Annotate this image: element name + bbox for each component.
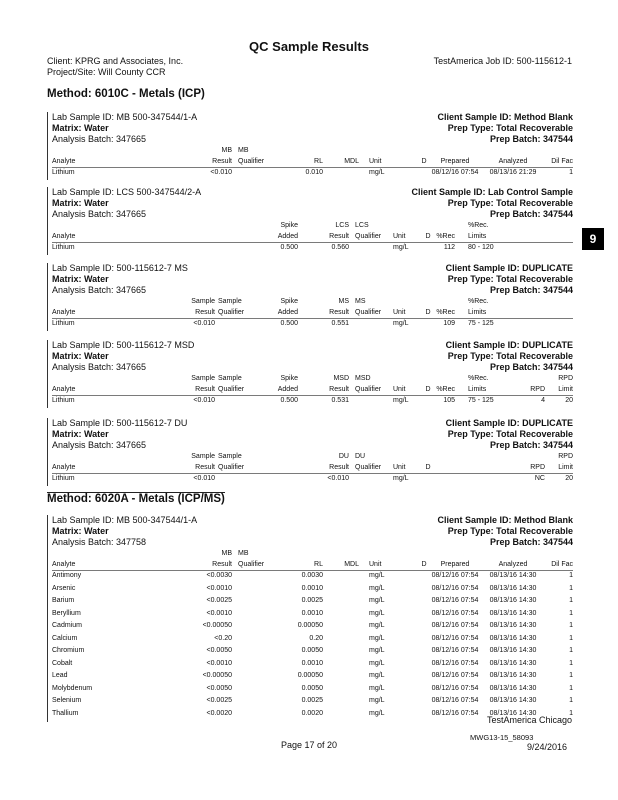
table-cell: 0.500 (280, 397, 298, 404)
column-header: Analyzed (498, 158, 528, 165)
column-header: Result (212, 561, 232, 568)
report-date: 9/24/2016 (526, 742, 567, 752)
column-header: Sample (218, 298, 242, 305)
column-header: Qualifier (238, 158, 265, 165)
table-cell: <0.0025 (206, 597, 232, 604)
change-bar (47, 112, 48, 180)
table-cell: 08/12/16 07:54 (431, 609, 479, 617)
matrix: Matrix: Water (52, 123, 109, 133)
table-cell: 0.551 (331, 320, 349, 327)
column-header: Prepared (440, 561, 470, 568)
column-header: Result (195, 309, 215, 316)
table-cell: 08/13/16 14:30 (489, 634, 537, 642)
column-header: Limits (468, 386, 487, 393)
column-header: LCS (335, 222, 349, 229)
analysis-batch: Analysis Batch: 347665 (52, 440, 147, 450)
column-header: MB (221, 550, 232, 557)
table-cell: Cadmium (52, 622, 82, 629)
client-sample-id: Client Sample ID: DUPLICATE (445, 418, 573, 428)
table-cell: 08/13/16 14:30 (489, 622, 537, 629)
table-cell: NC (534, 475, 545, 482)
table-cell: 4 (541, 397, 545, 404)
column-header: Result (329, 309, 349, 316)
table-cell: Thallium (52, 709, 79, 717)
table-cell: 08/13/16 21:29 (489, 169, 537, 176)
column-header: %Rec. (468, 222, 489, 229)
matrix: Matrix: Water (52, 274, 109, 284)
column-header: Result (195, 386, 215, 393)
table-cell: 1 (569, 634, 573, 642)
column-header: Sample (191, 375, 215, 382)
table-cell: 1 (569, 622, 573, 629)
table-cell: <0.010 (210, 169, 232, 176)
table-cell: mg/L (369, 609, 385, 617)
table-cell: 0.20 (309, 634, 323, 642)
change-bar (47, 515, 48, 722)
table-cell: 08/13/16 14:30 (489, 659, 537, 667)
column-header: MSD (333, 375, 349, 382)
table-cell: 0.0050 (301, 647, 323, 654)
prep-type: Prep Type: Total Recoverable (447, 429, 573, 439)
column-header: Analyte (52, 464, 76, 471)
table-cell: Molybdenum (52, 684, 93, 692)
change-bar (47, 418, 48, 486)
table-cell: Calcium (52, 634, 78, 642)
table-cell: 75 - 125 (468, 397, 494, 404)
table-cell: <0.0010 (206, 584, 232, 592)
table-cell: mg/L (369, 169, 385, 176)
table-cell: 0.500 (280, 244, 298, 251)
client-sample-id: Client Sample ID: Method Blank (437, 515, 573, 525)
table-cell: 1 (569, 647, 573, 654)
header-divider (52, 395, 573, 396)
table-cell: <0.010 (327, 475, 349, 482)
analysis-batch: Analysis Batch: 347665 (52, 134, 147, 144)
project-site: Project/Site: Will County CCR (47, 67, 166, 77)
column-header: Qualifier (218, 464, 245, 471)
table-cell: 08/13/16 14:30 (489, 697, 537, 704)
table-cell: 08/13/16 14:30 (489, 709, 537, 717)
table-cell: 08/12/16 07:54 (431, 597, 479, 604)
table-cell: <0.00050 (202, 672, 232, 679)
table-cell: mg/L (369, 597, 385, 604)
prep-batch: Prep Batch: 347544 (489, 285, 573, 295)
table-cell: 08/12/16 07:54 (431, 169, 479, 176)
column-header: Limits (468, 233, 487, 240)
table-cell: Arsenic (52, 584, 76, 592)
column-header: Limit (558, 386, 573, 393)
table-cell: Lithium (52, 244, 75, 251)
page-title: QC Sample Results (249, 39, 369, 54)
header-divider (52, 473, 573, 474)
table-cell: mg/L (393, 397, 409, 404)
column-header: Sample (191, 453, 215, 460)
matrix: Matrix: Water (52, 429, 109, 439)
table-cell: <0.20 (214, 634, 232, 642)
table-cell: 1 (569, 697, 573, 704)
column-header: Analyte (52, 386, 76, 393)
column-header: %Rec. (468, 298, 489, 305)
table-cell: 0.00050 (297, 672, 323, 679)
table-cell: 0.560 (331, 244, 349, 251)
table-cell: <0.0010 (206, 659, 232, 667)
header-divider (52, 167, 573, 168)
table-cell: 08/13/16 14:30 (489, 647, 537, 654)
table-cell: mg/L (369, 647, 385, 654)
column-header: MS (338, 298, 349, 305)
column-header: Qualifier (355, 464, 382, 471)
change-bar (47, 187, 48, 255)
table-cell: <0.010 (193, 475, 215, 482)
column-header: Analyte (52, 158, 76, 165)
column-header: MS (355, 298, 366, 305)
table-cell: 08/12/16 07:54 (431, 584, 479, 592)
table-cell: 0.010 (305, 169, 323, 176)
column-header: Analyte (52, 309, 76, 316)
column-header: RPD (558, 375, 573, 382)
table-cell: 08/12/16 07:54 (431, 659, 479, 667)
table-cell: Selenium (52, 697, 82, 704)
table-cell: 105 (443, 397, 455, 404)
column-header: Analyte (52, 561, 76, 568)
table-cell: 0.0010 (301, 584, 323, 592)
column-header: Limits (468, 309, 487, 316)
table-cell: 0.0010 (301, 659, 323, 667)
prep-type: Prep Type: Total Recoverable (447, 351, 573, 361)
table-cell: mg/L (369, 697, 385, 704)
column-header: Sample (218, 375, 242, 382)
table-cell: mg/L (369, 634, 385, 642)
column-header: MB (238, 147, 249, 154)
table-cell: mg/L (369, 659, 385, 667)
table-cell: 80 - 120 (468, 244, 494, 251)
column-header: Result (329, 464, 349, 471)
table-cell: Lead (52, 672, 68, 679)
table-cell: 08/12/16 07:54 (431, 697, 479, 704)
table-cell: 1 (569, 709, 573, 717)
table-cell: <0.0050 (206, 684, 232, 692)
table-cell: <0.010 (193, 397, 215, 404)
prep-type: Prep Type: Total Recoverable (447, 123, 573, 133)
table-cell: mg/L (369, 672, 385, 679)
document-code: MWG13-15_58093 (470, 733, 534, 742)
change-bar (47, 263, 48, 331)
column-header: Analyte (52, 233, 76, 240)
column-header: MB (238, 550, 249, 557)
table-cell: 08/12/16 07:54 (431, 684, 479, 692)
column-header: Dil Fac (551, 561, 573, 568)
column-header: Result (329, 386, 349, 393)
table-cell: mg/L (369, 709, 385, 717)
column-header: Spike (280, 298, 298, 305)
table-cell: <0.00050 (202, 622, 232, 629)
table-cell: 1 (569, 169, 573, 176)
prep-type: Prep Type: Total Recoverable (447, 274, 573, 284)
column-header: Qualifier (355, 309, 382, 316)
table-cell: Chromium (52, 647, 85, 654)
table-cell: <0.0030 (206, 572, 232, 579)
column-header: Unit (369, 158, 382, 165)
prep-batch: Prep Batch: 347544 (489, 209, 573, 219)
table-cell: 20 (565, 475, 573, 482)
section-tab[interactable]: 9 (582, 228, 604, 250)
table-cell: Cobalt (52, 659, 73, 667)
table-cell: <0.0010 (206, 609, 232, 617)
table-cell: 0.0010 (301, 609, 323, 617)
table-cell: 0.0020 (301, 709, 323, 717)
column-header: Limit (558, 464, 573, 471)
column-header: D (421, 158, 427, 165)
table-cell: 0.00050 (297, 622, 323, 629)
prep-batch: Prep Batch: 347544 (489, 537, 573, 547)
column-header: DU (338, 453, 349, 460)
column-header: MB (221, 147, 232, 154)
column-header: D (425, 386, 431, 393)
table-cell: Barium (52, 597, 75, 604)
prep-batch: Prep Batch: 347544 (489, 440, 573, 450)
column-header: RL (314, 561, 323, 568)
column-header: Qualifier (238, 561, 265, 568)
column-header: Unit (393, 464, 406, 471)
table-cell: 0.531 (331, 397, 349, 404)
prep-batch: Prep Batch: 347544 (489, 134, 573, 144)
column-header: RPD (558, 453, 573, 460)
column-header: RL (314, 158, 323, 165)
table-cell: mg/L (369, 684, 385, 692)
table-cell: 1 (569, 597, 573, 604)
column-header: Prepared (440, 158, 470, 165)
table-cell: Lithium (52, 475, 75, 482)
column-header: %Rec (436, 386, 455, 393)
table-cell: 1 (569, 584, 573, 592)
table-cell: 08/12/16 07:54 (431, 709, 479, 717)
table-cell: 0.500 (280, 320, 298, 327)
table-cell: 08/13/16 14:30 (489, 672, 537, 679)
prep-type: Prep Type: Total Recoverable (447, 526, 573, 536)
table-cell: 109 (443, 320, 455, 327)
prep-type: Prep Type: Total Recoverable (447, 198, 573, 208)
column-header: Qualifier (218, 386, 245, 393)
table-cell: 1 (569, 609, 573, 617)
client-sample-id: Client Sample ID: Method Blank (437, 112, 573, 122)
table-cell: mg/L (393, 475, 409, 482)
column-header: Added (277, 386, 298, 393)
table-cell: Lithium (52, 320, 75, 327)
lab-sample-id: Lab Sample ID: LCS 500-347544/2-A (52, 187, 202, 197)
column-header: D (425, 464, 431, 471)
table-cell: 0.0050 (301, 684, 323, 692)
column-header: MSD (355, 375, 371, 382)
table-cell: 08/13/16 14:30 (489, 597, 537, 604)
table-cell: 0.0025 (301, 597, 323, 604)
table-cell: mg/L (369, 572, 385, 579)
table-cell: 1 (569, 659, 573, 667)
column-header: Unit (393, 233, 406, 240)
column-header: MDL (344, 158, 359, 165)
analysis-batch: Analysis Batch: 347665 (52, 362, 147, 372)
table-cell: 112 (443, 244, 455, 251)
column-header: Spike (280, 222, 298, 229)
column-header: Unit (393, 309, 406, 316)
column-header: RPD (530, 386, 545, 393)
lab-sample-id: Lab Sample ID: 500-115612-7 DU (52, 418, 188, 428)
table-cell: mg/L (369, 584, 385, 592)
change-bar (47, 340, 48, 408)
header-divider (52, 570, 573, 571)
column-header: Analyzed (498, 561, 528, 568)
table-cell: 08/13/16 14:30 (489, 572, 537, 579)
column-header: Unit (369, 561, 382, 568)
table-cell: 0.0030 (301, 572, 323, 579)
job-id: TestAmerica Job ID: 500-115612-1 (433, 56, 572, 66)
matrix: Matrix: Water (52, 351, 109, 361)
column-header: Dil Fac (551, 158, 573, 165)
lab-sample-id: Lab Sample ID: MB 500-347544/1-A (52, 515, 198, 525)
column-header: Qualifier (355, 233, 382, 240)
table-cell: 1 (569, 672, 573, 679)
analysis-batch: Analysis Batch: 347665 (52, 209, 147, 219)
column-header: %Rec. (468, 375, 489, 382)
table-cell: 1 (569, 684, 573, 692)
client-sample-id: Client Sample ID: DUPLICATE (445, 340, 573, 350)
column-header: D (421, 561, 427, 568)
table-cell: <0.0050 (206, 647, 232, 654)
table-cell: 08/12/16 07:54 (431, 622, 479, 629)
matrix: Matrix: Water (52, 526, 109, 536)
table-cell: 08/13/16 14:30 (489, 684, 537, 692)
table-cell: Beryllium (52, 609, 81, 617)
column-header: Added (277, 309, 298, 316)
column-header: %Rec (436, 233, 455, 240)
page-number: Page 17 of 20 (280, 740, 338, 750)
client-sample-id: Client Sample ID: DUPLICATE (445, 263, 573, 273)
column-header: LCS (355, 222, 369, 229)
column-header: Unit (393, 386, 406, 393)
table-cell: <0.010 (193, 320, 215, 327)
table-cell: 1 (569, 572, 573, 579)
column-header: DU (355, 453, 366, 460)
column-header: %Rec (436, 309, 455, 316)
analysis-batch: Analysis Batch: 347665 (52, 285, 147, 295)
column-header: Result (329, 233, 349, 240)
table-cell: Antimony (52, 572, 82, 579)
table-cell: <0.0025 (206, 697, 232, 704)
lab-sample-id: Lab Sample ID: MB 500-347544/1-A (52, 112, 198, 122)
column-header: Qualifier (218, 309, 245, 316)
table-cell: <0.0020 (206, 709, 232, 717)
method-title-6020a: Method: 6020A - Metals (ICP/MS) (47, 493, 225, 505)
column-header: Added (277, 233, 298, 240)
table-cell: 08/12/16 07:54 (431, 634, 479, 642)
table-cell: mg/L (369, 622, 385, 629)
table-cell: 08/12/16 07:54 (431, 572, 479, 579)
header-divider (52, 242, 573, 243)
table-cell: Lithium (52, 397, 75, 404)
table-cell: 20 (565, 397, 573, 404)
table-cell: mg/L (393, 320, 409, 327)
table-cell: 08/12/16 07:54 (431, 647, 479, 654)
table-cell: 08/13/16 14:30 (489, 584, 537, 592)
table-cell: Lithium (52, 169, 75, 176)
matrix: Matrix: Water (52, 198, 109, 208)
lab-sample-id: Lab Sample ID: 500-115612-7 MSD (52, 340, 195, 350)
column-header: Result (212, 158, 232, 165)
column-header: MDL (344, 561, 359, 568)
column-header: Spike (280, 375, 298, 382)
table-cell: 0.0025 (301, 697, 323, 704)
lab-name: TestAmerica Chicago (486, 715, 572, 725)
header-divider (52, 318, 573, 319)
table-cell: 08/12/16 07:54 (431, 672, 479, 679)
client-sample-id: Client Sample ID: Lab Control Sample (411, 187, 573, 197)
table-cell: 08/13/16 14:30 (489, 609, 537, 617)
analysis-batch: Analysis Batch: 347758 (52, 537, 147, 547)
column-header: Sample (191, 298, 215, 305)
column-header: Result (195, 464, 215, 471)
table-cell: 75 - 125 (468, 320, 494, 327)
table-cell: mg/L (393, 244, 409, 251)
column-header: Qualifier (355, 386, 382, 393)
lab-sample-id: Lab Sample ID: 500-115612-7 MS (52, 263, 188, 273)
column-header: RPD (530, 464, 545, 471)
client-name: Client: KPRG and Associates, Inc. (47, 56, 184, 66)
prep-batch: Prep Batch: 347544 (489, 362, 573, 372)
column-header: D (425, 233, 431, 240)
method-title-6010c: Method: 6010C - Metals (ICP) (47, 88, 205, 100)
column-header: Sample (218, 453, 242, 460)
column-header: D (425, 309, 431, 316)
